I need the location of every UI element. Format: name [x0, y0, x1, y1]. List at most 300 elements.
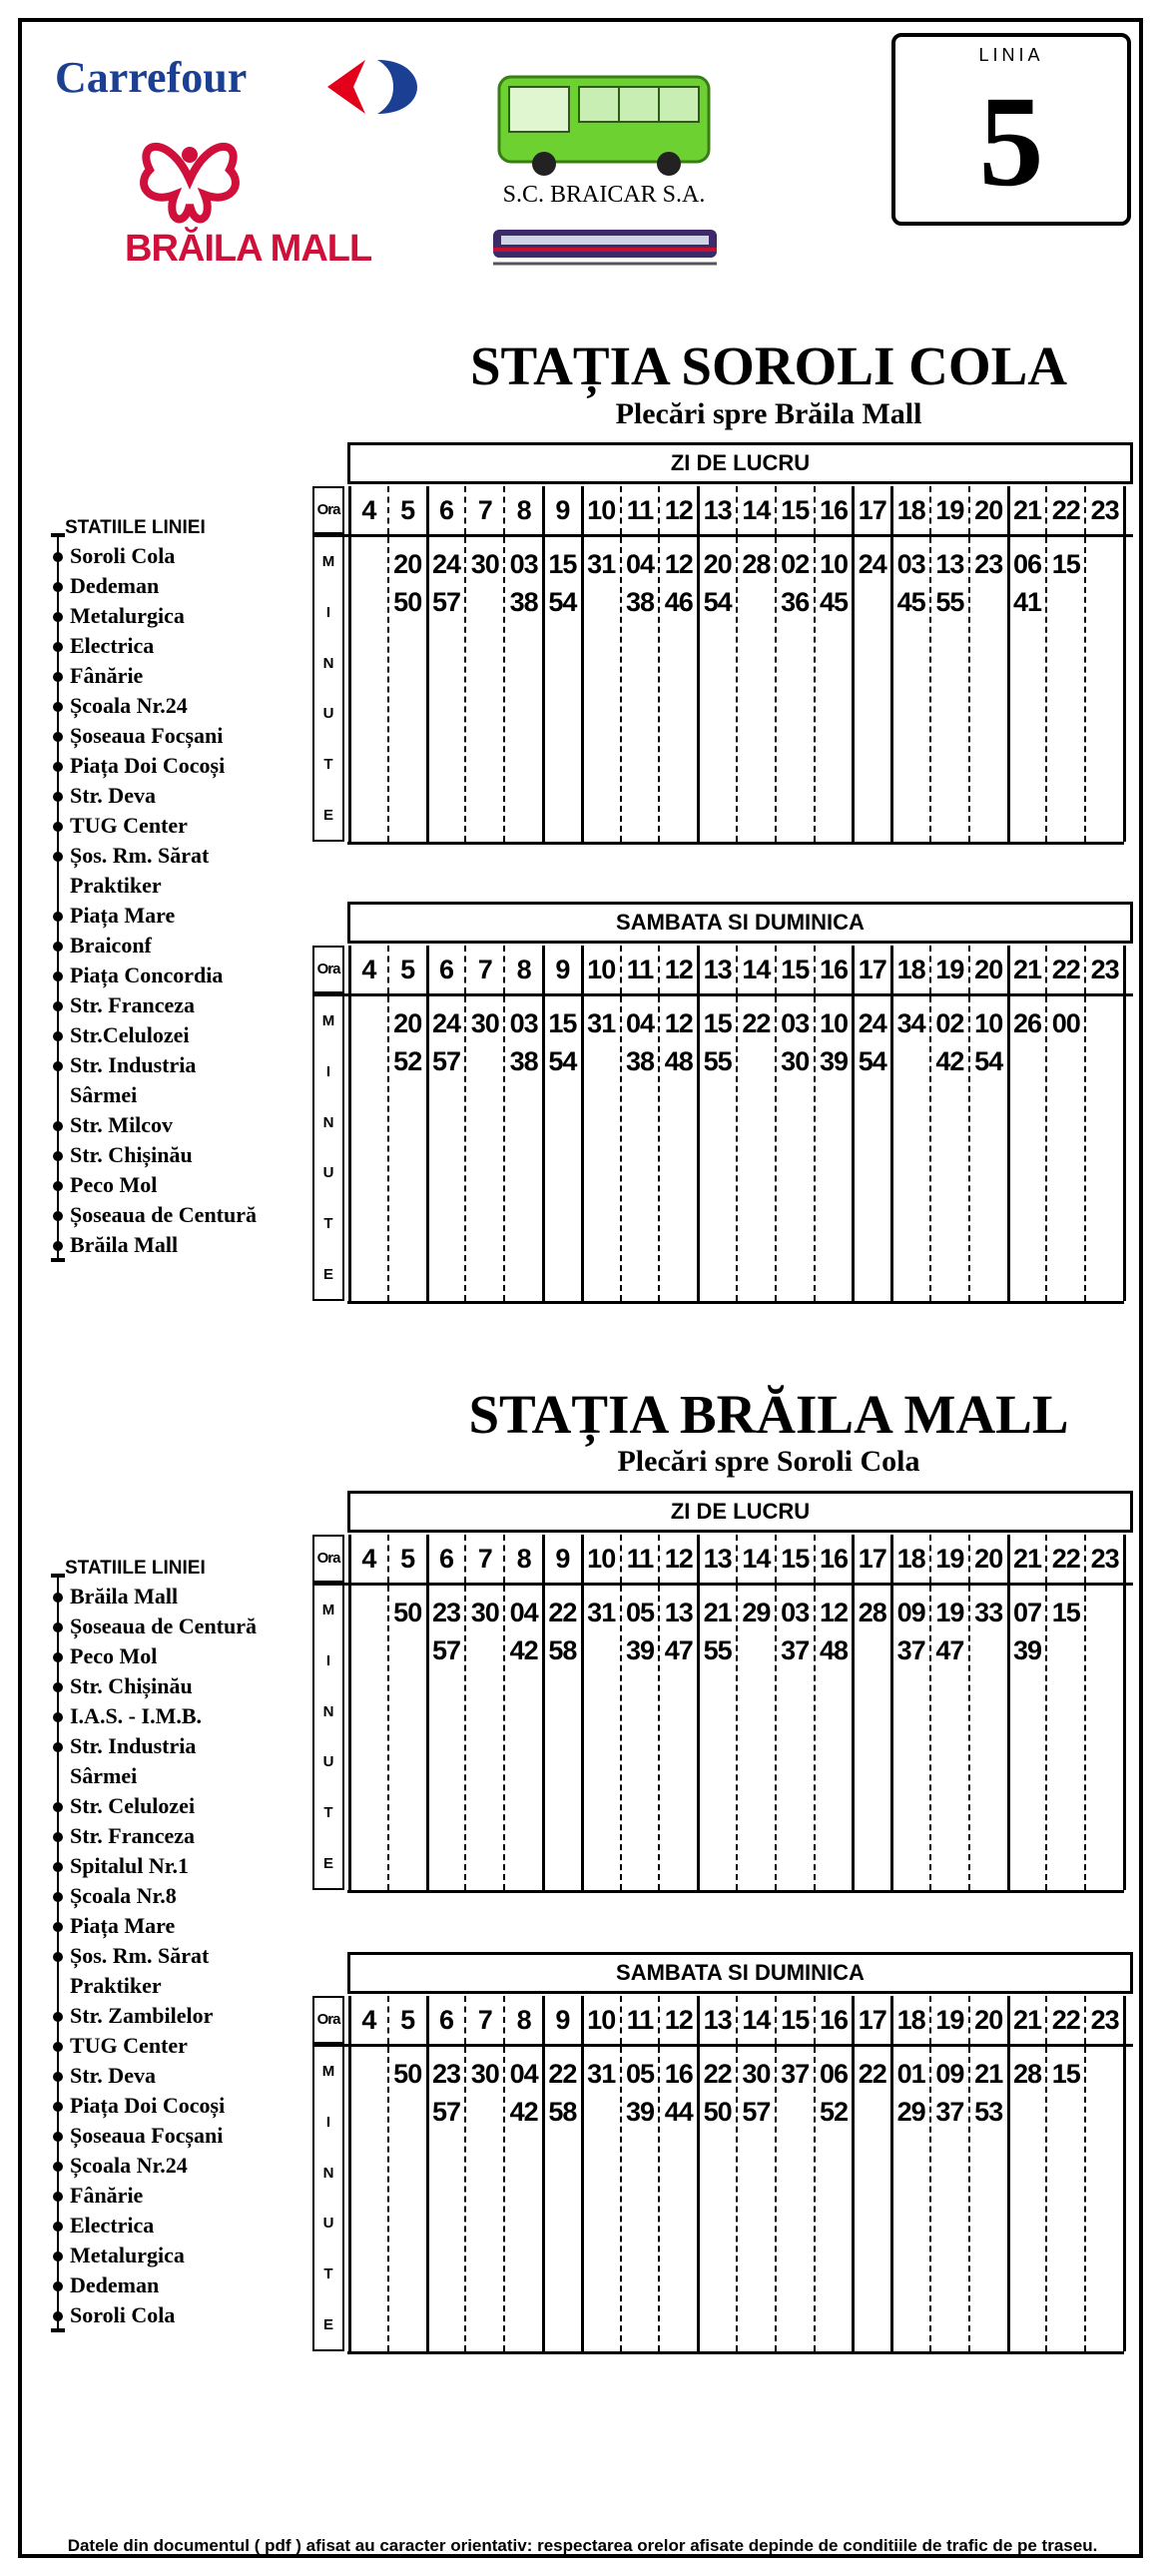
- ora-label: Ora: [312, 1535, 344, 1583]
- departure-minutes-cell: [853, 2055, 891, 2093]
- schedule-day-type-label: ZI DE LUCRU: [347, 1491, 1133, 1533]
- hour-cell: 9: [555, 1544, 570, 1574]
- departure-minute: 24: [858, 1008, 886, 1038]
- station-item: Școala Nr.24: [55, 691, 304, 721]
- hour-cell: 11: [626, 495, 654, 525]
- column-separator: [348, 2047, 351, 2351]
- departure-minutes-cell: [776, 1004, 815, 1080]
- departure-minute: 22: [703, 2059, 732, 2089]
- column-separator: [658, 1996, 660, 2044]
- departure-minute: 31: [587, 2059, 616, 2089]
- hour-cell: 22: [1051, 495, 1080, 525]
- station-item: Școala Nr.8: [55, 1881, 304, 1911]
- departure-minutes-cell: [815, 2055, 854, 2131]
- minutes-grid: [312, 993, 1133, 1301]
- departure-minute: 55: [935, 587, 964, 617]
- departure-minute: 31: [587, 1008, 616, 1038]
- departure-minute: 02: [781, 549, 810, 579]
- column-separator: [929, 1535, 931, 1583]
- departure-minute: 47: [935, 1635, 964, 1665]
- column-separator: [968, 486, 970, 534]
- departure-minute: 04: [509, 1598, 538, 1627]
- minute-vertical-label: [312, 1586, 344, 1890]
- minute-letter: T: [323, 1215, 333, 1233]
- hour-cell: 18: [896, 495, 925, 525]
- column-separator: [581, 1996, 584, 2044]
- departure-minute: 46: [664, 587, 693, 617]
- departure-minute: 37: [935, 2097, 964, 2127]
- departure-minutes-cell: [621, 2055, 660, 2131]
- departure-minute: 54: [858, 1046, 886, 1076]
- departure-minute: 37: [781, 1635, 810, 1665]
- column-separator: [697, 1996, 700, 2044]
- hour-cell: 7: [477, 1544, 492, 1574]
- section1-title: STAȚIA SOROLI COLA: [469, 335, 1068, 396]
- column-separator: [464, 946, 466, 993]
- hour-cell: 10: [587, 1544, 616, 1574]
- minute-letter: U: [322, 705, 334, 723]
- departure-minutes-cell: [969, 1004, 1008, 1080]
- departure-minute: 15: [1051, 549, 1080, 579]
- column-separator: [387, 486, 389, 534]
- hour-cell: 7: [477, 2005, 492, 2035]
- minute-vertical-label: [312, 537, 344, 842]
- section2-title: STAȚIA BRĂILA MALL: [468, 1384, 1069, 1445]
- hour-cell: 16: [819, 495, 849, 525]
- station-item: Școala Nr.24: [55, 2151, 304, 2181]
- minute-letter: M: [321, 2063, 335, 2080]
- departure-minute: 20: [393, 549, 422, 579]
- departure-minute: 13: [664, 1598, 693, 1627]
- departure-minute: 22: [548, 1598, 577, 1627]
- column-separator: [581, 486, 584, 534]
- minute-vertical-label: [312, 996, 344, 1301]
- departure-minutes-cell: [930, 1594, 969, 1669]
- hour-cell: 14: [742, 955, 771, 984]
- departure-minutes-cell: [891, 1004, 930, 1042]
- hour-cell: 8: [516, 2005, 531, 2035]
- hour-cell: 7: [477, 495, 492, 525]
- departure-minutes-cell: [465, 2055, 504, 2093]
- departure-minute: 48: [664, 1046, 693, 1076]
- table-bottom-border: [347, 2351, 1124, 2354]
- station-item: Metalurgica: [55, 2241, 304, 2270]
- column-separator: [1084, 946, 1086, 993]
- hour-cell: 17: [858, 495, 886, 525]
- minutes-grid: [312, 1583, 1133, 1890]
- departure-minute: 57: [431, 587, 461, 617]
- departure-minutes-cell: [621, 1004, 660, 1080]
- station-item: Dedeman: [55, 571, 304, 601]
- station-item: Șos. Rm. Sărat: [55, 841, 304, 871]
- column-separator: [542, 1535, 545, 1583]
- station-item: Str. Deva: [55, 2061, 304, 2091]
- departure-minute: 10: [974, 1008, 1003, 1038]
- departure-minutes-cell: [969, 1594, 1008, 1631]
- line-number: 5: [978, 70, 1044, 214]
- hour-cell: 12: [664, 495, 693, 525]
- station-item: Brăila Mall: [55, 1230, 304, 1260]
- hour-cell: 10: [587, 955, 616, 984]
- departure-minutes-cell: [815, 1594, 854, 1669]
- hour-cell: 12: [664, 1544, 693, 1574]
- hours-row: [312, 486, 1133, 534]
- station-item: Fânărie: [55, 2181, 304, 2211]
- column-separator: [426, 946, 429, 993]
- column-separator: [503, 1535, 505, 1583]
- departure-minute: 12: [819, 1598, 849, 1627]
- departure-minute: 03: [509, 1008, 538, 1038]
- departure-minutes-cell: [698, 545, 737, 621]
- hour-cell: 22: [1051, 955, 1080, 984]
- departure-minute: 33: [974, 1598, 1003, 1627]
- column-separator: [852, 1996, 855, 2044]
- station-item: Str. Industria: [55, 1731, 304, 1761]
- departure-minutes-cell: [737, 545, 776, 583]
- ora-label: Ora: [312, 486, 344, 534]
- column-separator: [929, 1996, 931, 2044]
- hour-cell: 20: [974, 495, 1003, 525]
- departure-minute: 54: [974, 1046, 1003, 1076]
- station-item: TUG Center: [55, 2031, 304, 2061]
- departure-minute: 34: [896, 1008, 925, 1038]
- departure-minute: 38: [625, 1046, 655, 1076]
- column-separator: [1084, 1535, 1086, 1583]
- departure-minutes-cell: [776, 1594, 815, 1669]
- departure-minute: 21: [974, 2059, 1003, 2089]
- station-item: Șoseaua de Centură: [55, 1200, 304, 1230]
- departure-minutes-cell: [388, 545, 427, 621]
- column-separator: [775, 486, 777, 534]
- hour-cell: 12: [664, 2005, 693, 2035]
- column-separator: [620, 1535, 622, 1583]
- hour-cell: 23: [1090, 1544, 1119, 1574]
- column-separator: [426, 1535, 429, 1583]
- hour-cell: 17: [858, 955, 886, 984]
- departure-minute: 58: [548, 1635, 577, 1665]
- minute-vertical-label: [312, 2047, 344, 2351]
- departure-minute: 53: [974, 2097, 1003, 2127]
- departure-minutes-cell: [737, 1004, 776, 1042]
- hour-cell: 4: [361, 955, 376, 984]
- departure-minute: 24: [431, 1008, 461, 1038]
- minute-letter: M: [321, 1012, 335, 1029]
- column-separator: [890, 1996, 893, 2044]
- column-separator: [814, 1535, 816, 1583]
- column-separator: [658, 486, 660, 534]
- minutes-grid: [312, 534, 1133, 842]
- departure-minute: 58: [548, 2097, 577, 2127]
- train-icon: [489, 222, 721, 268]
- column-separator: [775, 1996, 777, 2044]
- departure-minute: 15: [1051, 2059, 1080, 2089]
- column-separator: [929, 486, 931, 534]
- column-separator: [775, 946, 777, 993]
- station-item: Str. Celulozei: [55, 1791, 304, 1821]
- minute-letter: I: [325, 1062, 331, 1080]
- column-separator: [968, 1996, 970, 2044]
- departure-minute: 52: [819, 2097, 849, 2127]
- column-separator: [658, 1535, 660, 1583]
- departure-minute: 36: [781, 587, 810, 617]
- departure-minutes-cell: [698, 1594, 737, 1669]
- departure-minutes-cell: [427, 2055, 466, 2131]
- column-separator: [426, 486, 429, 534]
- minute-letter: I: [325, 603, 331, 621]
- column-separator: [1123, 1996, 1126, 2044]
- minute-letter: T: [323, 1804, 333, 1822]
- column-separator: [852, 1535, 855, 1583]
- hour-cell: 23: [1090, 495, 1119, 525]
- hour-cell: 13: [703, 1544, 732, 1574]
- departure-minute: 30: [470, 1008, 499, 1038]
- column-separator: [697, 486, 700, 534]
- minute-letter: T: [323, 2265, 333, 2283]
- departure-minutes-cell: [698, 2055, 737, 2131]
- departure-minute: 54: [548, 1046, 577, 1076]
- hour-cell: 9: [555, 955, 570, 984]
- departure-minute: 42: [935, 1046, 964, 1076]
- station-item: Piața Mare: [55, 1911, 304, 1941]
- departure-minute: 15: [548, 549, 577, 579]
- column-separator: [814, 1996, 816, 2044]
- column-separator: [697, 946, 700, 993]
- departure-minute: 50: [393, 1598, 422, 1627]
- departure-minute: 39: [625, 2097, 655, 2127]
- departure-minute: 50: [393, 2059, 422, 2089]
- table-bottom-border: [347, 1890, 1124, 1893]
- column-separator: [1123, 537, 1126, 842]
- departure-minute: 09: [935, 2059, 964, 2089]
- hour-cell: 18: [896, 1544, 925, 1574]
- hour-cell: 15: [781, 2005, 810, 2035]
- departure-minutes-cell: [504, 545, 543, 621]
- station-item: Sârmei: [70, 1763, 138, 1788]
- departure-minutes-cell: [891, 545, 930, 621]
- hour-cell: 19: [935, 1544, 964, 1574]
- minute-letter: E: [322, 2316, 333, 2334]
- hour-cell: 4: [361, 2005, 376, 2035]
- hour-cell: 8: [516, 495, 531, 525]
- departure-minute: 44: [664, 2097, 693, 2127]
- station-item: Șoseaua Focșani: [55, 2121, 304, 2151]
- route-line-end: [51, 2328, 65, 2332]
- column-separator: [1123, 486, 1126, 534]
- departure-minute: 06: [819, 2059, 849, 2089]
- station-item: Str. Chișinău: [55, 1140, 304, 1170]
- station-item: Str. Franceza: [55, 990, 304, 1020]
- departure-minute: 06: [1012, 549, 1042, 579]
- hour-cell: 22: [1051, 1544, 1080, 1574]
- minute-letter: E: [322, 1855, 333, 1873]
- column-separator: [736, 1535, 738, 1583]
- departure-minute: 28: [858, 1598, 886, 1627]
- column-separator: [464, 486, 466, 534]
- station-item: Șos. Rm. Sărat: [55, 1941, 304, 1971]
- hour-cell: 14: [742, 2005, 771, 2035]
- minute-letter: U: [322, 1164, 334, 1182]
- station-item: Soroli Cola: [55, 541, 304, 571]
- station-item: Str. Milcov: [55, 1110, 304, 1140]
- column-separator: [620, 946, 622, 993]
- departure-minutes-cell: [853, 545, 891, 583]
- station-item: Str. Industria: [55, 1050, 304, 1080]
- hour-cell: 8: [516, 955, 531, 984]
- minute-letter: N: [322, 1702, 334, 1720]
- departure-minutes-cell: [1008, 2055, 1047, 2093]
- minute-letter: N: [322, 2164, 334, 2182]
- column-separator: [929, 946, 931, 993]
- departure-minute: 57: [742, 2097, 771, 2127]
- hour-cell: 14: [742, 495, 771, 525]
- ora-label: Ora: [312, 1996, 344, 2044]
- column-separator: [1123, 2047, 1126, 2351]
- departure-minute: 55: [703, 1046, 732, 1076]
- departure-minutes-cell: [737, 1594, 776, 1631]
- departure-minutes-cell: [1046, 545, 1085, 583]
- departure-minute: 24: [431, 549, 461, 579]
- hour-cell: 8: [516, 1544, 531, 1574]
- departure-minute: 05: [625, 2059, 655, 2089]
- minute-letter: E: [322, 807, 333, 825]
- departure-minute: 21: [703, 1598, 732, 1627]
- hour-cell: 4: [361, 1544, 376, 1574]
- departure-minute: 04: [509, 2059, 538, 2089]
- minute-letter: U: [322, 1753, 334, 1771]
- column-separator: [1045, 486, 1047, 534]
- hour-cell: 21: [1012, 2005, 1042, 2035]
- column-separator: [1045, 1535, 1047, 1583]
- column-separator: [775, 1535, 777, 1583]
- departure-minute: 38: [509, 1046, 538, 1076]
- departure-minute: 45: [896, 587, 925, 617]
- hour-cell: 5: [400, 955, 415, 984]
- section1-subtitle: Plecări spre Brăila Mall: [615, 397, 922, 430]
- departure-minutes-cell: [543, 2055, 582, 2131]
- column-separator: [814, 486, 816, 534]
- column-separator: [581, 946, 584, 993]
- departure-minutes-cell: [891, 2055, 930, 2131]
- departure-minutes-cell: [659, 1004, 698, 1080]
- column-separator: [1045, 946, 1047, 993]
- departure-minutes-cell: [930, 2055, 969, 2131]
- line-number-box: [891, 33, 1131, 226]
- departure-minutes-cell: [930, 545, 969, 621]
- departure-minutes-cell: [1046, 2055, 1085, 2093]
- route-line: [57, 535, 59, 1260]
- departure-minute: 22: [548, 2059, 577, 2089]
- column-separator: [736, 946, 738, 993]
- hour-cell: 9: [555, 2005, 570, 2035]
- column-separator: [814, 946, 816, 993]
- departure-minutes-cell: [621, 545, 660, 621]
- departure-minutes-cell: [891, 1594, 930, 1669]
- departure-minute: 01: [896, 2059, 925, 2089]
- stations-header: STATIILE LINIEI: [65, 517, 206, 538]
- departure-minute: 15: [1051, 1598, 1080, 1627]
- station-item: Spitalul Nr.1: [55, 1851, 304, 1881]
- minute-letter: M: [321, 1602, 335, 1618]
- hour-cell: 20: [974, 955, 1003, 984]
- minute-letter: E: [322, 1266, 333, 1284]
- station-item: Piața Mare: [55, 901, 304, 931]
- ora-label: Ora: [312, 946, 344, 993]
- hour-cell: 5: [400, 495, 415, 525]
- hour-cell: 12: [664, 955, 693, 984]
- column-separator: [1045, 1996, 1047, 2044]
- departure-minute: 57: [431, 1046, 461, 1076]
- route-line: [57, 1576, 59, 2330]
- departure-minutes-cell: [388, 2055, 427, 2093]
- column-separator: [503, 486, 505, 534]
- column-separator: [736, 486, 738, 534]
- station-item: Brăila Mall: [55, 1582, 304, 1611]
- column-separator: [1084, 1996, 1086, 2044]
- hour-cell: 6: [438, 495, 453, 525]
- departure-minute: 03: [896, 549, 925, 579]
- station-item: Dedeman: [55, 2270, 304, 2300]
- bus-icon: [489, 72, 719, 177]
- departure-minute: 30: [781, 1046, 810, 1076]
- departure-minutes-cell: [659, 545, 698, 621]
- column-separator: [890, 1535, 893, 1583]
- departure-minute: 16: [664, 2059, 693, 2089]
- route-line-end: [51, 1258, 65, 1262]
- minute-letter: M: [321, 553, 335, 570]
- column-separator: [348, 537, 351, 842]
- column-separator: [1084, 486, 1086, 534]
- column-separator: [1123, 946, 1126, 993]
- column-separator: [348, 1996, 351, 2044]
- departure-minute: 22: [742, 1008, 771, 1038]
- schedule-day-type-label: SAMBATA SI DUMINICA: [347, 902, 1133, 944]
- hour-cell: 13: [703, 955, 732, 984]
- departure-minute: 20: [393, 1008, 422, 1038]
- station-item: Str. Zambilelor: [55, 2001, 304, 2031]
- departure-minutes-cell: [465, 1004, 504, 1042]
- hour-cell: 6: [438, 1544, 453, 1574]
- hour-cell: 20: [974, 2005, 1003, 2035]
- departure-minutes-cell: [543, 545, 582, 621]
- column-separator: [852, 486, 855, 534]
- hour-cell: 10: [587, 2005, 616, 2035]
- hour-cell: 19: [935, 495, 964, 525]
- station-item: Șoseaua de Centură: [55, 1611, 304, 1641]
- departure-minutes-cell: [930, 1004, 969, 1080]
- departure-minute: 04: [625, 549, 655, 579]
- column-separator: [1007, 946, 1010, 993]
- departure-minute: 30: [470, 549, 499, 579]
- column-separator: [620, 486, 622, 534]
- departure-minutes-cell: [621, 1594, 660, 1669]
- departure-minutes-cell: [1008, 1004, 1047, 1042]
- hour-cell: 5: [400, 1544, 415, 1574]
- departure-minutes-cell: [1008, 545, 1047, 621]
- route-line-start: [51, 1574, 65, 1578]
- column-separator: [503, 1996, 505, 2044]
- column-separator: [1007, 1996, 1010, 2044]
- column-separator: [1123, 996, 1126, 1301]
- schedule-day-type-label: ZI DE LUCRU: [347, 442, 1133, 484]
- disclaimer-footer: Datele din documentul ( pdf ) afisat au caracter orientativ: respectarea orelor afisate depinde de conditiile de trafic de pe traseu.: [67, 2536, 1098, 2555]
- departure-minute: 42: [509, 2097, 538, 2127]
- carrefour-logo-icon: [317, 52, 427, 122]
- hour-cell: 13: [703, 495, 732, 525]
- departure-minute: 57: [431, 2097, 461, 2127]
- column-separator: [1007, 1535, 1010, 1583]
- hour-cell: 21: [1012, 495, 1042, 525]
- departure-minutes-cell: [1046, 1594, 1085, 1631]
